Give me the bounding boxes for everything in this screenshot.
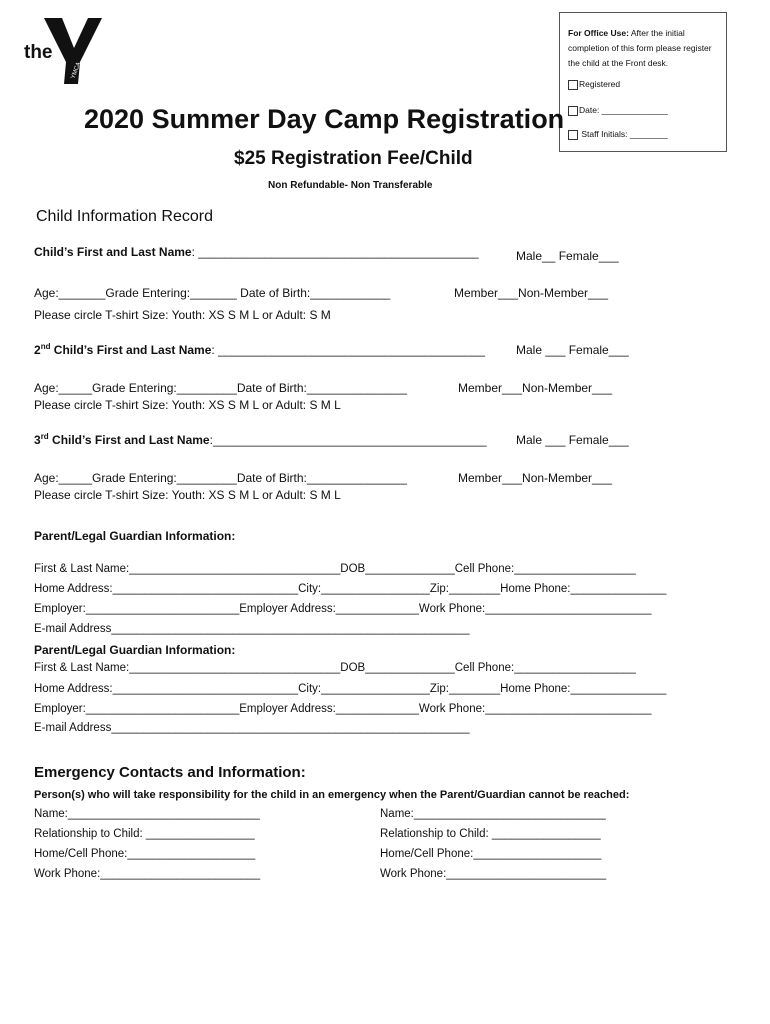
parent1-name-dob-cell[interactable]: First & Last Name:_________________________________DOB______________Cell Phone:___________________: [34, 563, 636, 575]
emergency2-relationship[interactable]: Relationship to Child: _________________: [380, 828, 601, 840]
svg-text:the: the: [24, 42, 53, 63]
parent2-heading: Parent/Legal Guardian Information:: [34, 643, 236, 657]
child2-tshirt-size[interactable]: Please circle T-shirt Size: Youth: XS S M L or Adult: S M L: [34, 398, 341, 412]
emergency-subheading: Person(s) who will take responsibility for the child in an emergency when the Parent/Guardian cannot be reached:: [34, 789, 630, 801]
parent2-name-dob-cell[interactable]: First & Last Name:_________________________________DOB______________Cell Phone:___________________: [34, 662, 636, 674]
page-title: 2020 Summer Day Camp Registration: [84, 104, 565, 134]
registered-checkbox-row[interactable]: Registered: [568, 79, 620, 90]
parent2-employer[interactable]: Employer:________________________Employer Address:_____________Work Phone:__________________________: [34, 703, 652, 715]
parent1-email[interactable]: E-mail Address________________________________________________________: [34, 623, 470, 635]
emergency2-work[interactable]: Work Phone:_________________________: [380, 868, 607, 880]
emergency1-work[interactable]: Work Phone:_________________________: [34, 868, 261, 880]
child3-gender-field[interactable]: Male ___ Female___: [516, 433, 629, 447]
registered-checkbox[interactable]: [568, 80, 578, 90]
ymca-logo: [22, 14, 108, 86]
child3-name-field[interactable]: 3rd Child’s First and Last Name:_________________________________________: [34, 432, 487, 447]
parent1-address[interactable]: Home Address:_____________________________City:_________________Zip:________Home Phone:_______________: [34, 583, 667, 595]
svg-text:YMCA: YMCA: [70, 61, 83, 80]
emergency1-relationship[interactable]: Relationship to Child: _________________: [34, 828, 255, 840]
child1-age-grade-dob-field[interactable]: Age:_______Grade Entering:_______ Date of Birth:____________: [34, 286, 391, 300]
fee-subtitle: $25 Registration Fee/Child: [234, 148, 473, 169]
emergency2-home-cell[interactable]: Home/Cell Phone:____________________: [380, 848, 602, 860]
office-use-box: [559, 12, 727, 152]
staff-initials-row[interactable]: Staff Initials: ________: [568, 129, 668, 140]
parent2-address[interactable]: Home Address:_____________________________City:_________________Zip:________Home Phone:_______________: [34, 683, 667, 695]
child2-membership-field[interactable]: Member___Non-Member___: [458, 381, 613, 395]
child3-tshirt-size[interactable]: Please circle T-shirt Size: Youth: XS S M L or Adult: S M L: [34, 488, 341, 502]
date-checkbox[interactable]: [568, 106, 578, 116]
emergency1-home-cell[interactable]: Home/Cell Phone:____________________: [34, 848, 256, 860]
emergency2-name[interactable]: Name:______________________________: [380, 808, 606, 820]
child2-name-field[interactable]: 2nd Child’s First and Last Name: ________________________________________: [34, 342, 486, 357]
child1-membership-field[interactable]: Member___Non-Member___: [454, 286, 609, 300]
emergency1-name[interactable]: Name:______________________________: [34, 808, 260, 820]
child1-tshirt-size[interactable]: Please circle T-shirt Size: Youth: XS S M L or Adult: S M: [34, 308, 331, 322]
parent1-heading: Parent/Legal Guardian Information:: [34, 529, 236, 543]
date-row[interactable]: Date: ______________: [568, 105, 668, 116]
child1-name-field[interactable]: Child’s First and Last Name: __________________________________________: [34, 245, 479, 259]
staff-initials-checkbox[interactable]: [568, 130, 578, 140]
emergency-heading: Emergency Contacts and Information:: [34, 764, 306, 781]
child1-gender-field[interactable]: Male__ Female___: [516, 249, 619, 263]
child2-age-grade-dob-field[interactable]: Age:_____Grade Entering:_________Date of Birth:_______________: [34, 381, 407, 395]
parent2-email[interactable]: E-mail Address________________________________________________________: [34, 722, 470, 734]
fee-note: Non Refundable- Non Transferable: [268, 180, 433, 191]
child3-membership-field[interactable]: Member___Non-Member___: [458, 471, 613, 485]
parent1-employer[interactable]: Employer:________________________Employer Address:_____________Work Phone:__________________________: [34, 603, 652, 615]
child3-age-grade-dob-field[interactable]: Age:_____Grade Entering:_________Date of Birth:_______________: [34, 471, 407, 485]
office-use-text: For Office Use: After the initial completion of this form please register the child at the Front desk.: [568, 28, 712, 68]
child2-gender-field[interactable]: Male ___ Female___: [516, 343, 629, 357]
child-section-heading: Child Information Record: [36, 208, 213, 225]
